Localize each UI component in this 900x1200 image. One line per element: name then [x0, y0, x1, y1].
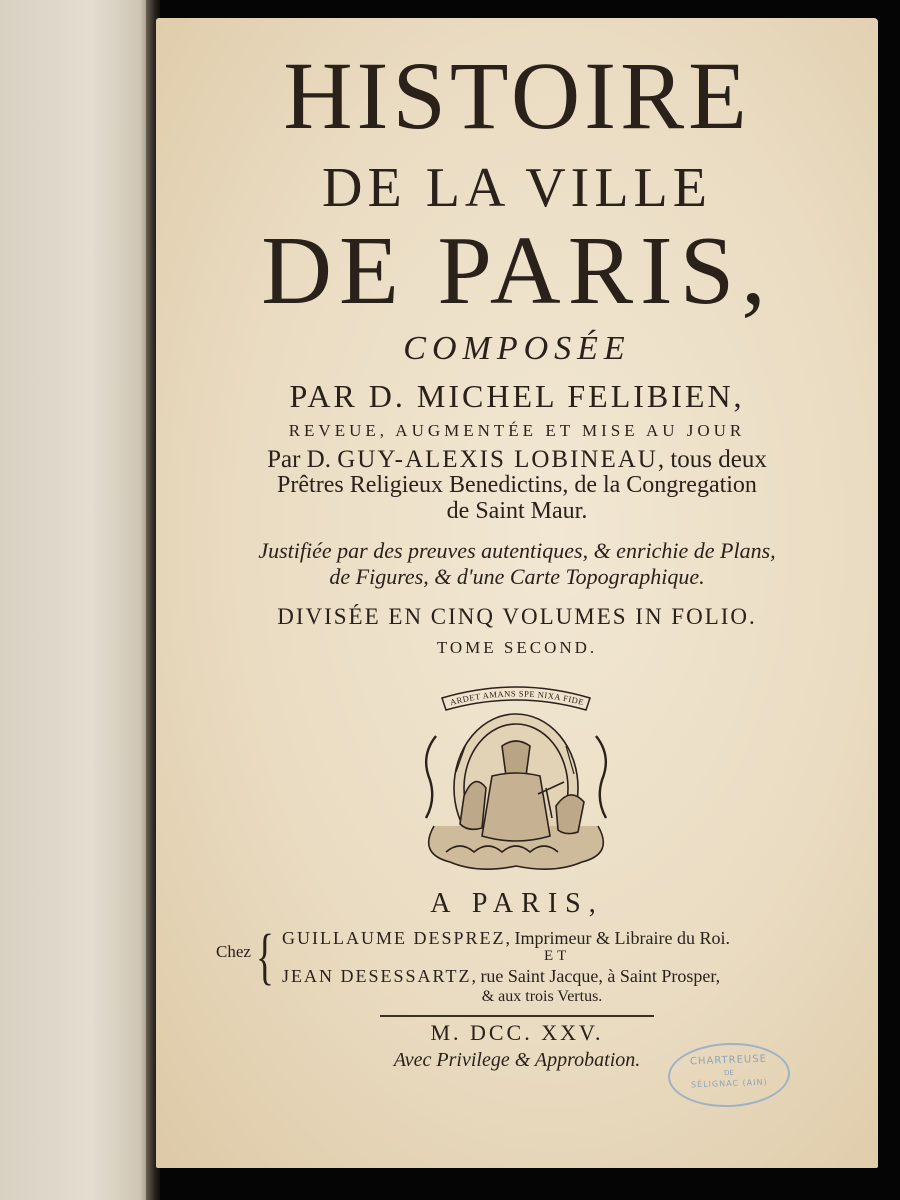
- date-line: M. DCC. XXV.: [430, 1020, 604, 1045]
- coauthor-name: GUY-ALEXIS LOBINEAU: [337, 446, 658, 473]
- divider-rule: [380, 1015, 654, 1017]
- et-label: ET: [544, 948, 571, 964]
- religious-line-1: Prêtres Religieux Benedictins, de la Congregation: [277, 472, 757, 498]
- privilege-line: Avec Privilege & Approbation.: [393, 1049, 641, 1071]
- author-line: PAR D. MICHEL FELIBIEN,: [289, 378, 745, 414]
- title-line-3: DE PARIS,: [261, 217, 773, 325]
- vignette-motto: ARDET AMANS SPE NIXA FIDE: [448, 688, 586, 708]
- title-line-1: HISTOIRE: [283, 42, 751, 149]
- publisher-2-sign: & aux trois Vertus.: [481, 988, 603, 1005]
- publisher-2-detail: , rue Saint Jacque, à Saint Prosper,: [471, 966, 721, 986]
- religious-line-2: de Saint Maur.: [446, 498, 588, 524]
- justification-line-2: de Figures, & d'une Carte Topographique.: [329, 564, 705, 589]
- stamp-line-2: DE: [723, 1068, 734, 1078]
- printer-device-vignette: [406, 676, 626, 876]
- publisher-1: [282, 928, 730, 949]
- chez-label: Chez: [216, 942, 251, 961]
- coauthor-prefix: Par D.: [267, 446, 331, 473]
- left-page-edge: [0, 0, 152, 1200]
- publisher-2-name: JEAN DESESSARTZ: [282, 966, 472, 986]
- revue-line: REVEUE, AUGMENTÉE ET MISE AU JOUR: [288, 421, 746, 440]
- title-page-text: [156, 0, 878, 1200]
- stamp-line-1: CHARTREUSE: [689, 1053, 768, 1068]
- publisher-block: [212, 924, 852, 1010]
- publisher-brace: {: [256, 923, 274, 991]
- justification-line-1: Justifiée par des preuves autentiques, & enrichie de Plans,: [258, 538, 776, 563]
- publisher-1-name: GUILLAUME DESPREZ: [282, 928, 506, 948]
- stamp-line-3: SÉLIGNAC (AIN): [690, 1077, 768, 1090]
- coauthor-suffix: , tous deux: [657, 446, 767, 473]
- publisher-1-detail: , Imprimeur & Libraire du Roi.: [505, 928, 730, 948]
- composee-line: COMPOSÉE: [403, 330, 631, 367]
- tome-line: TOME SECOND.: [436, 638, 598, 657]
- coauthor-line: [156, 446, 878, 474]
- title-line-2: DE LA VILLE: [322, 157, 712, 219]
- place-line: A PARIS,: [430, 888, 604, 919]
- volumes-line: DIVISÉE EN CINQ VOLUMES IN FOLIO.: [277, 604, 757, 629]
- publisher-2: [282, 966, 720, 987]
